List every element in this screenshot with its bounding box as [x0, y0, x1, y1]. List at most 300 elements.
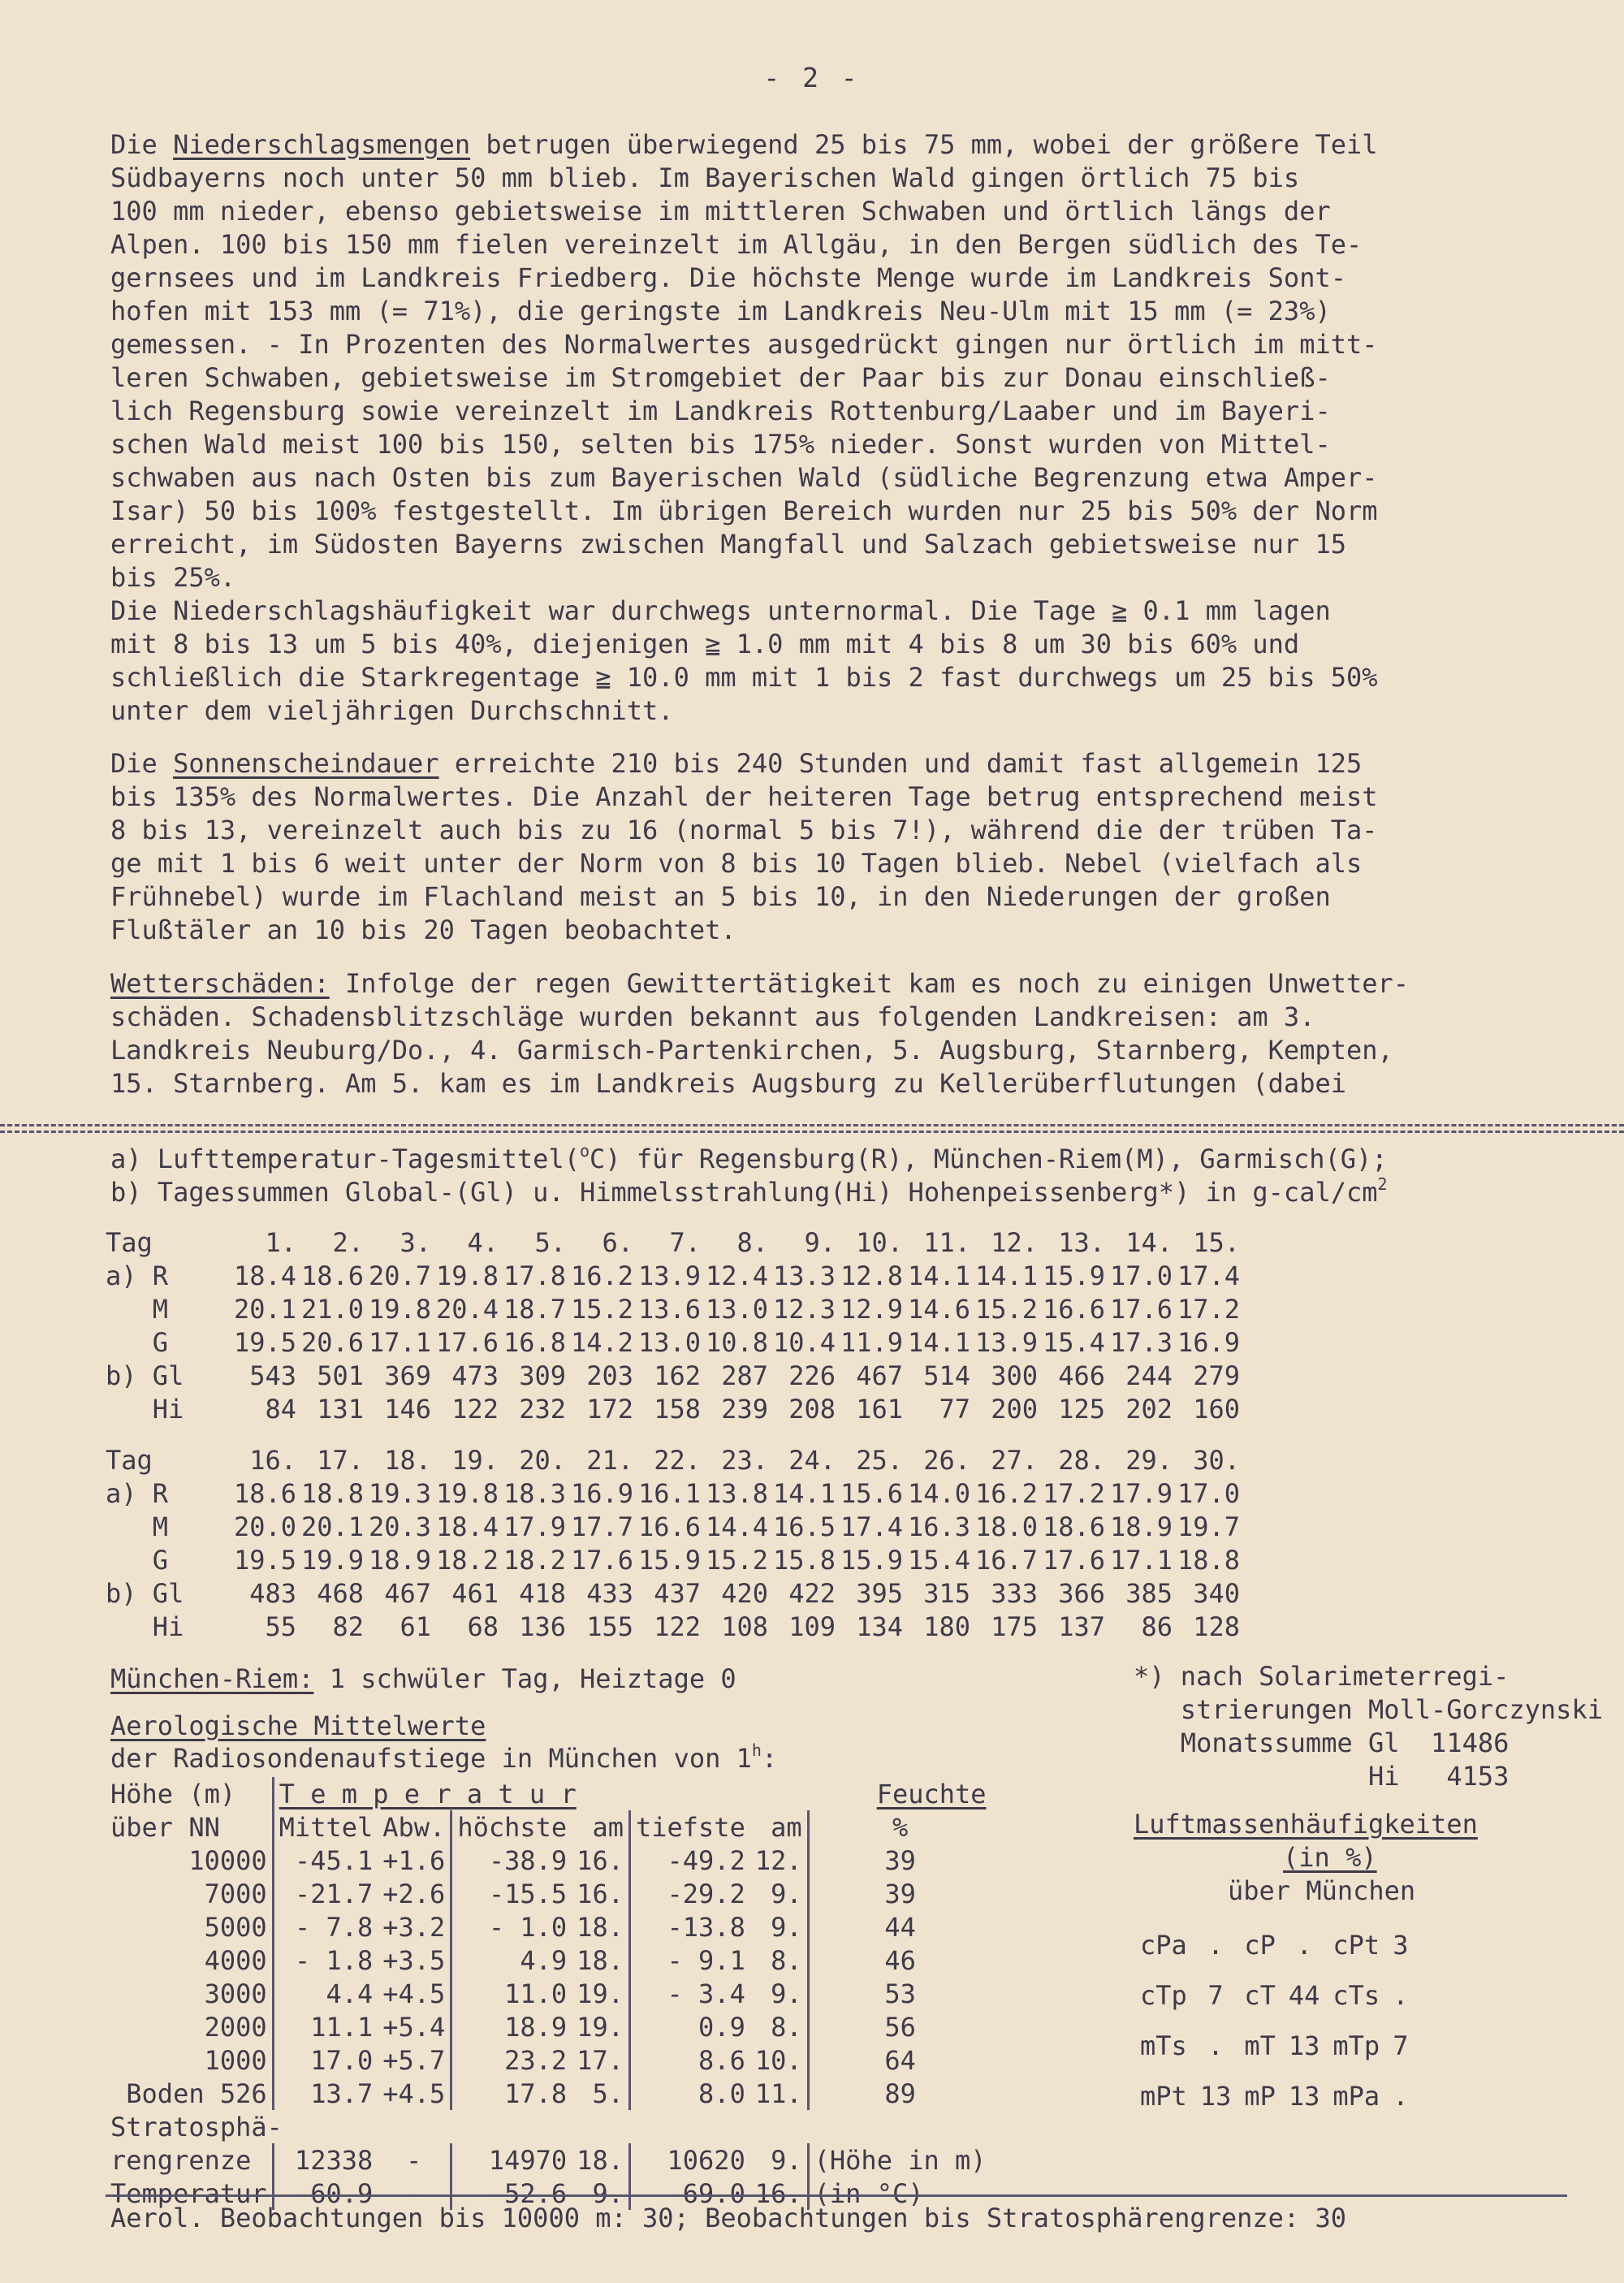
daily2-cell: 18.6 [1042, 1511, 1105, 1542]
daily2-cell: 175 [991, 1611, 1038, 1642]
daily2-cell: 128 [1193, 1611, 1240, 1642]
airmass-type: mTs [1140, 2030, 1187, 2061]
aero-cell: 11.0 [504, 1978, 568, 2009]
aero-cell: -45.1 [294, 1844, 374, 1876]
daily2-label: a) R [106, 1477, 169, 1509]
aero-cell: 16. [572, 1844, 629, 1877]
aero-cell: 18.9 [504, 2011, 568, 2043]
daily1-cell: 19.8 [435, 1260, 499, 1291]
aero-row [106, 2010, 991, 2043]
aero-row [106, 1944, 991, 1977]
daily1-cell: 84 [265, 1393, 296, 1425]
daily1-cell: 11.9 [840, 1326, 903, 1358]
aero-cell: +4.5 [378, 2077, 451, 2110]
daily1-cell: 17.2 [1177, 1293, 1240, 1325]
aero-cell: 18. [572, 1910, 629, 1944]
luftmassen-sub2: über München [1228, 1875, 1416, 1906]
daily2-cell: 17.6 [1042, 1544, 1105, 1576]
daily2-cell: 14.4 [705, 1511, 768, 1542]
daily1-cell: 13.0 [637, 1326, 701, 1358]
aero-cell: 44 [884, 1911, 916, 1943]
aero-cell: 11. [750, 2077, 808, 2110]
paragraph-niederschlag: Die Niederschlagsmengen betrugen überwiegend 25 bis 75 mm, wobei der größere Teil Südbayerns noch unter 50 mm blieb. Im Bayerischen Wald gingen örtlich 75 bis 100 mm nieder, ebenso gebietsweise im mittleren Schwaben und örtlich längs der Alpen. 100 bis 150 mm fielen vereinzelt im Allgäu, in den Bergen südlich des Te- gernsees und im Landkreis Friedberg. Die höchste Menge wurde im Landkreis Sont- hofen mit 153 mm (= 71%), die geringste im Landkreis Neu-Ulm mit 15 mm (= 23%) gemessen. - In Prozenten des Normalwertes ausgedrückt gingen nur örtlich im mitt- leren Schwaben, gebietsweise im Stromgebiet der Paar bis zur Donau einschließ- lich Regensburg sowie vereinzelt im Landkreis Rottenburg/Laaber und im Bayeri- schen Wald meist 100 bis 150, selten bis 175% nieder. Sonst wurden von Mittel- schwaben aus nach Osten bis zum Bayerischen Wald (südliche Begrenzung etwa Amper- Isar) 50 bis 100% festgestellt. Im übrigen Bereich wurden nur 25 bis 50% der Norm erreicht, im Südosten Bayerns zwischen Mangfall und Salzach gebietsweise nur 15 bis 25%. Die Niederschlagshäufigkeit war durchwegs unternormal. Die Tage ≧ 0.1 mm lagen mit 8 bis 13 um 5 bis 40%, diejenigen ≧ 1.0 mm mit 4 bis 8 um 30 bis 60% und schließlich die Starkregentage ≧ 10.0 mm mit 1 bis 2 fast durchwegs um 25 bis 50% unter dem vieljährigen Durchschnitt. [110, 129, 1378, 726]
daily2-cell: 16.7 [974, 1544, 1038, 1576]
daily2-cell: 19.8 [435, 1477, 499, 1509]
aero-cell: 46 [884, 1944, 916, 1976]
daily2-cell: 315 [923, 1577, 970, 1609]
daily2-cell: 17.1 [1109, 1544, 1173, 1576]
daily1-cell: 13.9 [974, 1326, 1038, 1358]
daily1-cell: 17.4 [1177, 1260, 1240, 1291]
daily1-row [106, 1259, 1240, 1292]
aero-cell: 7000 [106, 1877, 273, 1910]
aero-row [106, 2043, 991, 2077]
daily2-cell: 16.3 [907, 1511, 970, 1542]
daily1-cell: 122 [451, 1393, 499, 1425]
airmass-count: . [1393, 1980, 1409, 2011]
daily2-cell: 468 [317, 1577, 364, 1609]
daily2-cell: 385 [1125, 1577, 1173, 1609]
daily1-cell: 10.8 [705, 1326, 768, 1358]
daily1-cell: 12. [991, 1226, 1038, 1258]
daily2-cell: 16.6 [637, 1511, 701, 1542]
aero-cell: 8. [750, 1944, 808, 1977]
daily2-label: G [106, 1544, 169, 1576]
daily2-cell: 15.4 [907, 1544, 970, 1576]
daily1-cell: 17.6 [435, 1326, 499, 1358]
airmass-count: . [1207, 2030, 1224, 2061]
daily2-cell: 21. [586, 1444, 633, 1476]
daily1-cell: 7. [669, 1226, 701, 1258]
aero-cell: 1000 [106, 2043, 273, 2077]
aero-cell: - 3.4 [667, 1978, 745, 2009]
aero-strato-row1: rengrenze 12338 - 14970 18. 10620 9. (Höhe in m) [106, 2143, 991, 2177]
daily2-cell: 55 [265, 1611, 296, 1642]
daily1-cell: 12.3 [772, 1293, 836, 1325]
daily2-cell: 155 [586, 1611, 633, 1642]
daily1-label: G [106, 1326, 169, 1358]
daily1-cell: 13. [1058, 1226, 1105, 1258]
daily1-cell: 77 [939, 1393, 970, 1425]
aero-footer-line [106, 2194, 1567, 2197]
daily1-label: Tag [106, 1226, 153, 1258]
daily1-cell: 15.2 [974, 1293, 1038, 1325]
daily2-label: Tag [106, 1444, 153, 1476]
daily1-cell: 18.6 [300, 1260, 364, 1291]
aero-row [106, 1910, 991, 1944]
aero-cell: 17.8 [504, 2078, 568, 2109]
daily2-cell: 16.5 [772, 1511, 836, 1542]
daily1-label: Hi [106, 1393, 184, 1425]
aero-row [106, 1844, 991, 1877]
daily2-cell: 15.2 [705, 1544, 768, 1576]
paragraph-sonnenschein: Die Sonnenscheindauer erreichte 210 bis 240 Stunden und damit fast allgemein 125 bis 135% des Normalwertes. Die Anzahl der heiteren Tage betrug entsprechend meist 8 bis 13, vereinzelt auch bis zu 16 (normal 5 bis 7!), während die der trüben Ta- ge mit 1 bis 6 weit unter der Norm von 8 bis 10 Tagen blieb. Nebel (vielfach als Frühnebel) wurde im Flachland meist an 5 bis 10, in den Niederungen der großen Flußtäler an 10 bis 20 Tagen beobachtet. [110, 748, 1378, 945]
airmass-type: mPa [1332, 2081, 1380, 2112]
luftmassen-row [1134, 1920, 1415, 1970]
daily1-cell: 162 [654, 1360, 701, 1391]
airmass-count: 7 [1207, 1980, 1224, 2011]
daily2-cell: 366 [1058, 1577, 1105, 1609]
daily1-cell: 20.4 [435, 1293, 499, 1325]
aero-cell: +3.2 [378, 1910, 451, 1944]
daily2-cell: 395 [856, 1577, 903, 1609]
daily2-label: Hi [106, 1611, 184, 1642]
daily2-cell: 27. [991, 1444, 1038, 1476]
aero-row [106, 1977, 991, 2010]
airmass-count: . [1207, 1930, 1224, 1961]
daily1-cell: 514 [923, 1360, 970, 1391]
daily1-cell: 200 [991, 1393, 1038, 1425]
airmass-type: cTp [1140, 1980, 1187, 2011]
footnote-solarimeter: *) nach Solarimeterregi- strierungen Moll-Gorczynski Monatssumme Gl 11486 Hi 4153 [1134, 1661, 1603, 1792]
aero-cell: 4.4 [326, 1978, 374, 2009]
daily1-cell: 9. [804, 1226, 836, 1258]
daily1-cell: 16.9 [1177, 1326, 1240, 1358]
daily1-cell: 244 [1125, 1360, 1173, 1391]
airmass-type: mTp [1332, 2030, 1380, 2061]
separator-dashed [0, 1124, 1624, 1126]
daily1-cell: 8. [736, 1226, 768, 1258]
daily2-cell: 18.8 [1177, 1544, 1240, 1576]
aero-cell: 89 [884, 2078, 916, 2109]
aero-footer: Aerol. Beobachtungen bis 10000 m: 30; Beobachtungen bis Stratosphärengrenze: 30 [110, 2203, 1346, 2233]
daily1-cell: 20.1 [233, 1293, 296, 1325]
daily1-cell: 12.8 [840, 1260, 903, 1291]
aero-cell: 0.9 [698, 2011, 745, 2043]
aero-cell: 10. [750, 2043, 808, 2077]
aero-cell: 23.2 [504, 2044, 568, 2076]
daily1-cell: 203 [586, 1360, 633, 1391]
aero-cell: -38.9 [488, 1844, 568, 1876]
aero-cell: +2.6 [378, 1877, 451, 1910]
paragraph-wetterschaeden: Wetterschäden: Infolge der regen Gewittertätigkeit kam es noch zu einigen Unwetter- schäden. Schadensblitzschläge wurden bekannt aus folgenden Landkreisen: am 3. Landkreis Neuburg/Do., 4. Garmisch-Partenkirchen, 5. Augsburg, Starnberg, Kempten, 15. Starnberg. Am 5. kam es im Landkreis Augsburg zu Kellerüberflutungen (dabei [110, 968, 1410, 1099]
daily1-cell: 14. [1125, 1226, 1173, 1258]
aero-cell: 11.1 [310, 2011, 374, 2043]
aero-cell: 17.0 [310, 2044, 374, 2076]
daily1-cell: 1. [265, 1226, 296, 1258]
daily2-cell: 437 [654, 1577, 701, 1609]
daily1-label: M [106, 1293, 169, 1325]
daily1-cell: 15.2 [570, 1293, 633, 1325]
aero-table: Höhe (m) T e m p e r a t u r Feuchte über NN Mittel Abw. höchste am tiefste am % 10000 -45.1 +1.6 -38.9 16. -49.2 12. 39 7000 -21.7 +2.6 -15.5 16. -29.2 9. 39 5000 - 7.8 +3.2 - 1.0 18. -13.8 9. 44 4000 - 1.8 +3.5 4.9 18. - 9.1 8. 46 3000 4.4 +4.5 11.0 19. - 3.4 9. 53 2000 11.1 +5.4 18.9 19. 0.9 8. 56 1000 17.0 +5.7 23.2 17. 8.6 10. 64 Boden 526 13.7 +4.5 17.8 5. 8.0 11. 89 Stratosphä- rengrenze 12338 - 14970 18. 10620 9. (Höhe in m) Temperatur -60.9 - -52.6 9. -69.0 16. (in °C) [106, 1777, 991, 2210]
aero-cell: +4.5 [378, 1977, 451, 2010]
daily2-label: M [106, 1511, 169, 1542]
daily1-row [106, 1292, 1240, 1325]
daily1-cell: 21.0 [300, 1293, 364, 1325]
daily2-cell: 61 [400, 1611, 431, 1642]
daily2-cell: 68 [467, 1611, 499, 1642]
daily2-cell: 420 [721, 1577, 768, 1609]
airmass-type: mP [1244, 2081, 1276, 2112]
daily1-cell: 14.1 [907, 1326, 970, 1358]
aero-row [106, 1877, 991, 1910]
daily2-cell: 17.4 [840, 1511, 903, 1542]
daily2-row [106, 1576, 1240, 1610]
aero-cell: 8.0 [698, 2078, 745, 2109]
aero-cell: - 1.0 [488, 1911, 568, 1943]
daily2-cell: 17.9 [503, 1511, 566, 1542]
daily2-cell: 483 [249, 1577, 296, 1609]
aero-cell: +1.6 [378, 1844, 451, 1877]
daily1-cell: 17.0 [1109, 1260, 1173, 1291]
daily1-cell: 13.0 [705, 1293, 768, 1325]
luftmassen-sub1: (in %) [1283, 1842, 1377, 1873]
luftmassen-row [1134, 2021, 1415, 2071]
daily2-cell: 17.6 [570, 1544, 633, 1576]
daily1-cell: 15.4 [1042, 1326, 1105, 1358]
aero-cell: 8.6 [698, 2044, 745, 2076]
heading-sonnenscheindauer: Sonnenscheindauer [173, 748, 439, 779]
aero-cell: 39 [884, 1844, 916, 1876]
daily2-cell: 14.1 [772, 1477, 836, 1509]
luftmassen-title: Luftmassenhäufigkeiten [1134, 1809, 1478, 1840]
aero-cell: 13.7 [310, 2078, 374, 2109]
airmass-type: cT [1244, 1980, 1276, 2011]
aero-cell: 2000 [106, 2010, 273, 2043]
airmass-type: cPt [1332, 1930, 1380, 1961]
aero-cell: 5. [572, 2077, 629, 2110]
aero-cell: 16. [572, 1877, 629, 1910]
daily1-cell: 15. [1193, 1226, 1240, 1258]
aero-cell: -49.2 [667, 1844, 745, 1876]
airmass-type: cPa [1140, 1930, 1187, 1961]
daily1-cell: 20.6 [300, 1326, 364, 1358]
daily1-cell: 13.9 [637, 1260, 701, 1291]
daily1-cell: 14.1 [907, 1260, 970, 1291]
daily2-cell: 29. [1125, 1444, 1173, 1476]
daily1-cell: 369 [384, 1360, 431, 1391]
daily2-cell: 18.0 [974, 1511, 1038, 1542]
daily2-cell: 108 [721, 1611, 768, 1642]
daily2-cell: 20.3 [368, 1511, 431, 1542]
daily2-cell: 24. [788, 1444, 836, 1476]
daily1-cell: 14.1 [974, 1260, 1038, 1291]
daily2-cell: 26. [923, 1444, 970, 1476]
daily1-cell: 501 [317, 1360, 364, 1391]
aero-cell: 5000 [106, 1910, 273, 1944]
daily1-cell: 15.9 [1042, 1260, 1105, 1291]
daily1-cell: 202 [1125, 1393, 1173, 1425]
daily2-cell: 18.4 [435, 1511, 499, 1542]
daily1-cell: 161 [856, 1393, 903, 1425]
daily-table-2 [106, 1443, 1240, 1643]
daily1-cell: 13.6 [637, 1293, 701, 1325]
daily1-cell: 239 [721, 1393, 768, 1425]
caption-b: b) Tagessummen Global-(Gl) u. Himmelsstrahlung(Hi) Hohenpeissenberg*) in $g-cal/cm^2$ [110, 1174, 1388, 1208]
aero-cell: 9. [750, 1910, 808, 1944]
daily2-cell: 86 [1141, 1611, 1173, 1642]
daily1-cell: 5. [534, 1226, 566, 1258]
daily1-cell: 543 [249, 1360, 296, 1391]
daily2-cell: 17.7 [570, 1511, 633, 1542]
daily1-cell: 208 [788, 1393, 836, 1425]
aero-cell: 39 [884, 1878, 916, 1909]
daily1-cell: 16.8 [503, 1326, 566, 1358]
daily1-cell: 10. [856, 1226, 903, 1258]
daily2-cell: 30. [1193, 1444, 1240, 1476]
daily1-cell: 17.1 [368, 1326, 431, 1358]
aero-cell: 19. [572, 2010, 629, 2043]
daily1-cell: 160 [1193, 1393, 1240, 1425]
page-number: - 2 - [763, 62, 861, 93]
daily2-cell: 20.1 [300, 1511, 364, 1542]
aero-cell: -13.8 [667, 1911, 745, 1943]
daily1-cell: 232 [519, 1393, 566, 1425]
daily2-cell: 467 [384, 1577, 431, 1609]
daily2-cell: 13.8 [705, 1477, 768, 1509]
luftmassen-row [1134, 2071, 1415, 2121]
daily2-cell: 136 [519, 1611, 566, 1642]
daily2-cell: 134 [856, 1611, 903, 1642]
daily2-cell: 19.7 [1177, 1511, 1240, 1542]
separator-dashed-2 [0, 1131, 1624, 1133]
daily2-cell: 333 [991, 1577, 1038, 1609]
daily2-cell: 18.3 [503, 1477, 566, 1509]
daily2-cell: 17.0 [1177, 1477, 1240, 1509]
daily1-cell: 16.6 [1042, 1293, 1105, 1325]
heading-niederschlagsmengen: Niederschlagsmengen [173, 129, 471, 160]
daily1-cell: 131 [317, 1393, 364, 1425]
daily2-cell: 461 [451, 1577, 499, 1609]
daily1-row [106, 1392, 1240, 1425]
daily2-row [106, 1610, 1240, 1643]
aero-cell: -29.2 [667, 1878, 745, 1909]
daily2-cell: 422 [788, 1577, 836, 1609]
daily2-cell: 17.9 [1109, 1477, 1173, 1509]
aero-cell: +5.4 [378, 2010, 451, 2043]
aero-row [106, 2077, 991, 2110]
aero-head-feuchte: Feuchte [876, 1778, 987, 1810]
daily1-cell: 18.4 [233, 1260, 296, 1291]
daily2-cell: 82 [332, 1611, 364, 1642]
aero-cell: 9. [750, 1977, 808, 2010]
daily2-cell: 17. [317, 1444, 364, 1476]
daily1-cell: 158 [654, 1393, 701, 1425]
aero-cell: Boden 526 [106, 2077, 273, 2110]
daily1-cell: 12.4 [705, 1260, 768, 1291]
airmass-type: cTs [1332, 1980, 1380, 2011]
daily2-cell: 433 [586, 1577, 633, 1609]
daily2-row [106, 1543, 1240, 1576]
aero-head-hoehe: Höhe (m) [106, 1777, 273, 1810]
daily1-cell: 13.3 [772, 1260, 836, 1291]
daily1-cell: 226 [788, 1360, 836, 1391]
airmass-type: cP [1244, 1930, 1276, 1961]
aero-cell: -15.5 [488, 1878, 568, 1909]
daily2-cell: 19.9 [300, 1544, 364, 1576]
daily2-cell: 340 [1193, 1577, 1240, 1609]
aero-cell: 18. [572, 1944, 629, 1977]
airmass-type: mT [1244, 2030, 1276, 2061]
daily2-cell: 180 [923, 1611, 970, 1642]
aero-cell: 4.9 [520, 1944, 568, 1976]
heading-wetterschaeden: Wetterschäden: [110, 968, 330, 999]
daily2-cell: 17.2 [1042, 1477, 1105, 1509]
daily2-cell: 18.6 [233, 1477, 296, 1509]
aero-strato-label: Stratosphä- [110, 2111, 283, 2142]
daily1-cell: 172 [586, 1393, 633, 1425]
aero-title: Aerologische Mittelwerte [110, 1710, 486, 1741]
daily2-cell: 18. [384, 1444, 431, 1476]
daily1-cell: 18.7 [503, 1293, 566, 1325]
daily1-cell: 19.5 [233, 1326, 296, 1358]
daily2-cell: 15.9 [637, 1544, 701, 1576]
aero-head-temperatur: T e m p e r a t u r [279, 1778, 577, 1810]
aero-cell: - 7.8 [294, 1911, 374, 1943]
airmass-count: 13 [1288, 2030, 1320, 2061]
luftmassen-table [1134, 1920, 1415, 2121]
daily1-cell: 4. [467, 1226, 499, 1258]
daily2-cell: 137 [1058, 1611, 1105, 1642]
aero-cell: +5.7 [378, 2043, 451, 2077]
aero-cell: 53 [884, 1978, 916, 2009]
aero-cell: 3000 [106, 1977, 273, 2010]
daily2-cell: 109 [788, 1611, 836, 1642]
luftmassen-row [1134, 1970, 1415, 2021]
caption-a: a) Lufttemperatur-Tagesmittel($^o$C) für Regensburg(R), München-Riem(M), Garmisch(G); [110, 1141, 1388, 1174]
daily2-cell: 22. [654, 1444, 701, 1476]
daily1-cell: 12.9 [840, 1293, 903, 1325]
aero-subtitle: der Radiosondenaufstiege in München von 1$^h$: [110, 1740, 778, 1774]
aero-strato-row2: Temperatur -60.9 - -52.6 9. -69.0 16. (in °C) [106, 2177, 991, 2210]
daily2-cell: 19.3 [368, 1477, 431, 1509]
daily1-cell: 309 [519, 1360, 566, 1391]
daily1-cell: 17.8 [503, 1260, 566, 1291]
daily1-cell: 279 [1193, 1360, 1240, 1391]
daily1-header-row [106, 1226, 1240, 1259]
daily1-cell: 16.2 [570, 1260, 633, 1291]
daily1-cell: 17.6 [1109, 1293, 1173, 1325]
daily1-cell: 10.4 [772, 1326, 836, 1358]
daily1-cell: 2. [332, 1226, 364, 1258]
daily2-cell: 16.1 [637, 1477, 701, 1509]
daily1-cell: 14.2 [570, 1326, 633, 1358]
daily2-cell: 23. [721, 1444, 768, 1476]
aero-cell: 17. [572, 2043, 629, 2077]
daily2-cell: 18.9 [368, 1544, 431, 1576]
daily2-cell: 15.8 [772, 1544, 836, 1576]
aero-cell: 64 [884, 2044, 916, 2076]
daily2-cell: 18.9 [1109, 1511, 1173, 1542]
daily2-cell: 19.5 [233, 1544, 296, 1576]
daily1-cell: 17.3 [1109, 1326, 1173, 1358]
aero-cell: +3.5 [378, 1944, 451, 1977]
airmass-count: 13 [1288, 2081, 1320, 2112]
aero-cell: 12. [750, 1844, 808, 1877]
daily2-cell: 15.9 [840, 1544, 903, 1576]
daily2-cell: 16. [249, 1444, 296, 1476]
daily1-row [106, 1359, 1240, 1392]
daily2-cell: 14.0 [907, 1477, 970, 1509]
airmass-count: . [1393, 2081, 1409, 2112]
daily2-cell: 122 [654, 1611, 701, 1642]
daily2-cell: 16.2 [974, 1477, 1038, 1509]
daily1-cell: 19.8 [368, 1293, 431, 1325]
aero-cell: 4000 [106, 1944, 273, 1977]
airmass-count: 3 [1393, 1930, 1409, 1961]
daily2-cell: 20. [519, 1444, 566, 1476]
aero-cell: - 1.8 [294, 1944, 374, 1976]
daily1-cell: 20.7 [368, 1260, 431, 1291]
daily2-cell: 418 [519, 1577, 566, 1609]
aero-cell: 8. [750, 2010, 808, 2043]
aero-cell: 9. [750, 1877, 808, 1910]
daily1-cell: 14.6 [907, 1293, 970, 1325]
daily1-cell: 3. [400, 1226, 431, 1258]
daily2-label: b) Gl [106, 1577, 184, 1609]
daily2-cell: 28. [1058, 1444, 1105, 1476]
daily1-cell: 467 [856, 1360, 903, 1391]
